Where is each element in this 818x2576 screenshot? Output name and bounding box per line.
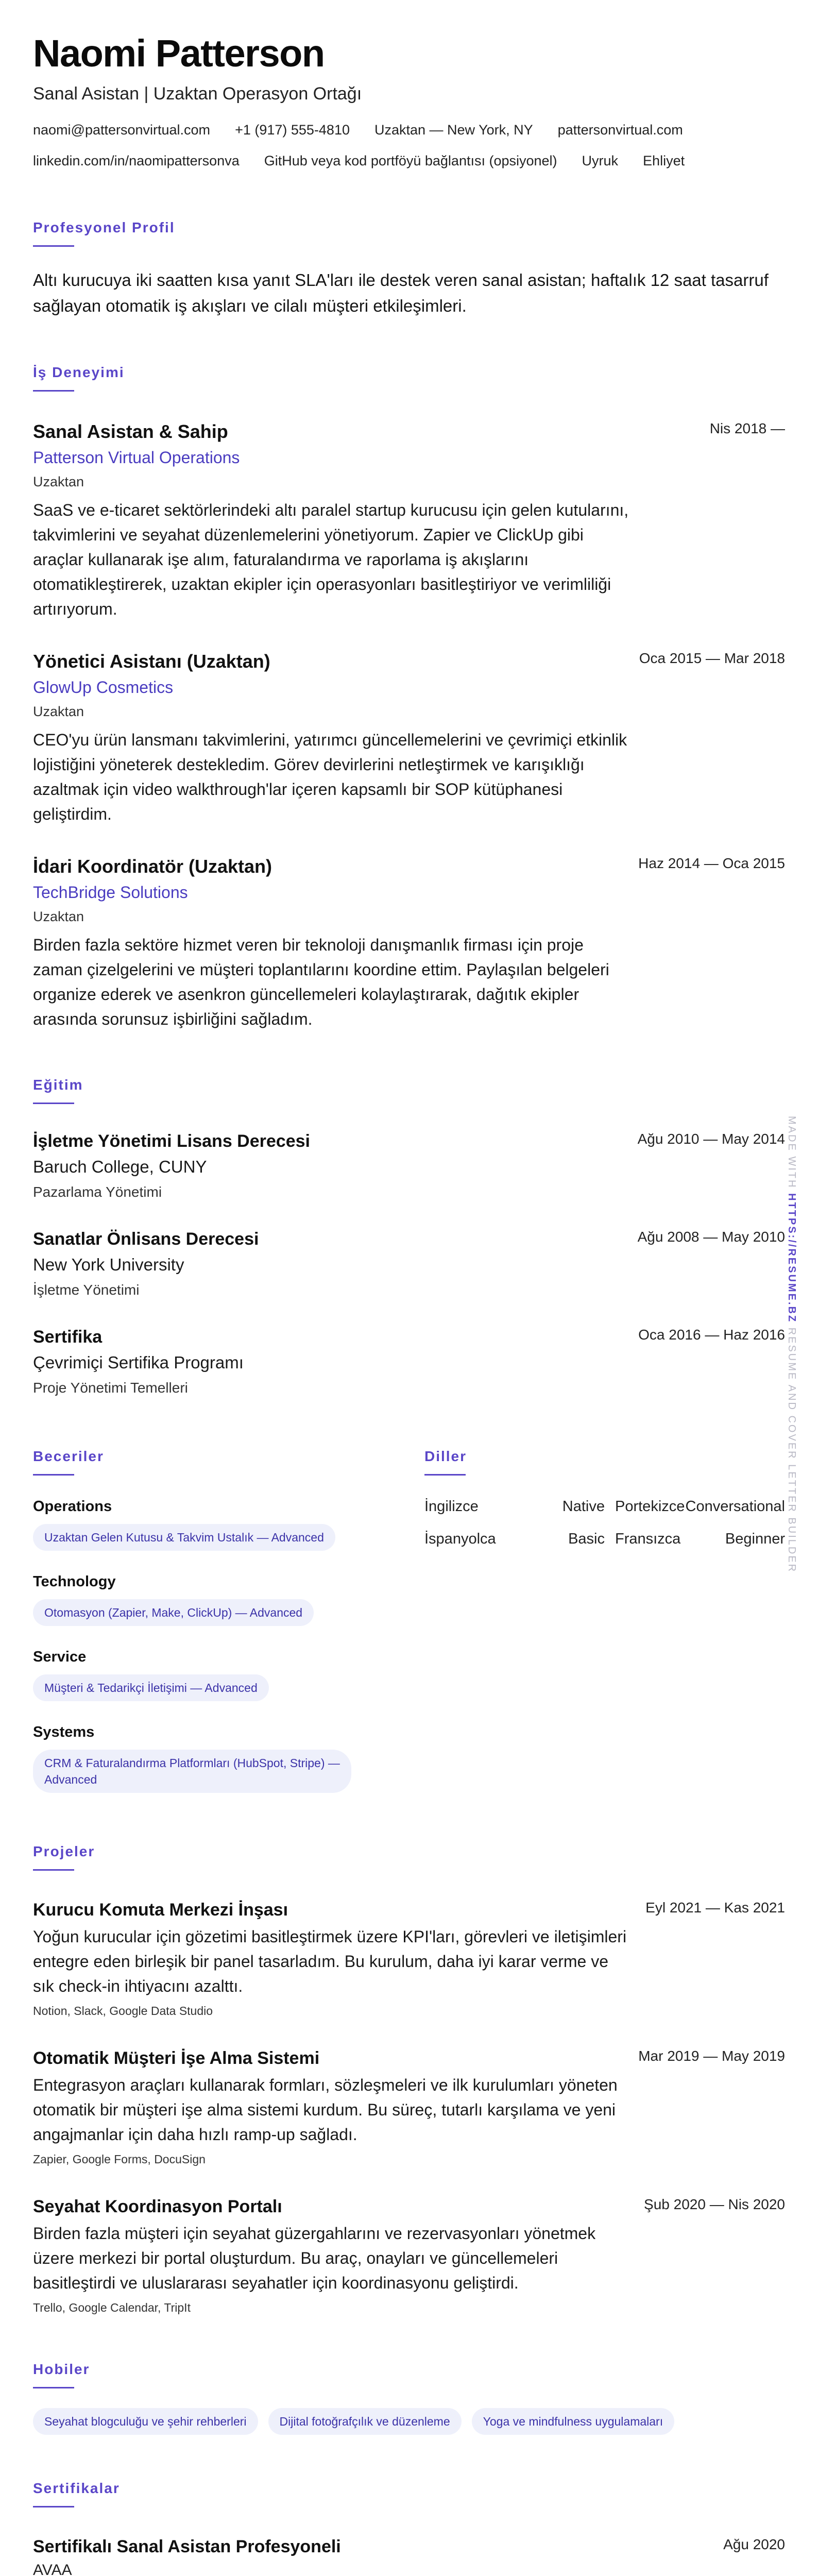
contact-phone[interactable]: +1 (917) 555-4810 (235, 122, 350, 138)
job-entry (33, 419, 785, 621)
skill-chip: Uzaktan Gelen Kutusu & Takvim Ustalık — Advanced (33, 1524, 335, 1551)
skill-chip-line: Advanced (44, 1773, 97, 1786)
education-field: Pazarlama Yönetimi (33, 1184, 162, 1200)
project-dates: Eyl 2021 — Kas 2021 (645, 1900, 785, 1916)
candidate-name: Naomi Patterson (33, 32, 325, 75)
project-tools: Notion, Slack, Google Data Studio (33, 2004, 213, 2018)
section-title: İş Deneyimi (33, 364, 125, 380)
hobby-list (33, 2408, 785, 2435)
education-dates: Ağu 2010 — May 2014 (637, 1131, 785, 1147)
language-level: Basic (568, 1531, 605, 1547)
hobbies-section (33, 2360, 785, 2435)
section-divider (33, 390, 74, 392)
education-dates: Ağu 2008 — May 2010 (637, 1229, 785, 1245)
skill-category: Operations (33, 1498, 112, 1515)
profile-summary: Altı kurucuya iki saatten kısa yanıt SLA'ları ile destek veren sanal asistan; haftalık 12 saat tasarruf sağlayan otomatik iş akışları ve cilalı müşteri etkileşimleri. (33, 270, 769, 315)
skill-chip: Otomasyon (Zapier, Make, ClickUp) — Advanced (33, 1599, 314, 1626)
project-entry (33, 1899, 785, 2019)
section-divider (33, 2387, 74, 2388)
job-title: Sanal Asistan & Sahip (33, 421, 228, 442)
language-name: İngilizce (424, 1498, 479, 1515)
skill-chip: Müşteri & Tedarikçi İletişimi — Advanced (33, 1674, 269, 1701)
builder-watermark (786, 1116, 797, 1573)
job-location: Uzaktan (33, 704, 84, 719)
job-dates: Haz 2014 — Oca 2015 (638, 855, 785, 871)
watermark-link[interactable]: HTTPS://RESUME.BZ (786, 1193, 797, 1324)
section-divider (33, 1474, 74, 1476)
education-entry (33, 1130, 785, 1202)
job-company: Patterson Virtual Operations (33, 448, 240, 467)
skill-category: Technology (33, 1573, 116, 1590)
project-description: Birden fazla müşteri için seyahat güzergahlarını ve rezervasyonları yönetmek üzere merkezi bir portal oluşturdum. Bu araç, onayları ve güncellemeleri basitleştirdi ve uluslararası seyahatler için koordinasyonu geliştirdi. (33, 2224, 596, 2292)
contact-linkedin[interactable]: linkedin.com/in/naomipattersonva (33, 153, 240, 168)
job-dates: Nis 2018 — (709, 420, 785, 436)
job-location: Uzaktan (33, 909, 84, 924)
job-entry (33, 649, 785, 826)
certification-entry (33, 2535, 785, 2576)
section-title: Hobiler (33, 2361, 90, 2377)
project-entry (33, 2047, 785, 2167)
candidate-headline: Sanal Asistan | Uzaktan Operasyon Ortağı (33, 84, 362, 104)
certifications-section (33, 2479, 785, 2576)
skills-languages-row (33, 1447, 785, 1793)
hobby-chip: Dijital fotoğrafçılık ve düzenleme (268, 2408, 462, 2435)
language-name: İspanyolca (424, 1531, 496, 1547)
skill-category: Systems (33, 1724, 95, 1740)
education-field: Proje Yönetimi Temelleri (33, 1380, 188, 1396)
job-location: Uzaktan (33, 474, 84, 489)
section-title: Eğitim (33, 1077, 83, 1093)
languages-grid (424, 1498, 785, 1548)
project-tools: Trello, Google Calendar, TripIt (33, 2301, 191, 2314)
project-description: Yoğun kurucular için gözetimi basitleştirmek üzere KPI'ları, görevleri ve iletişimleri entegre eden birleşik bir panel tasarladım. Bu kurulum, daha iyi karar verme ve sık check-in ihtiyacını azalttı. (33, 1927, 627, 1995)
projects-section (33, 1842, 785, 2316)
section-title: Diller (424, 1448, 467, 1464)
project-dates: Mar 2019 — May 2019 (638, 2048, 785, 2064)
resume-header (33, 32, 785, 171)
languages-section (424, 1447, 785, 1793)
job-description: Birden fazla sektöre hizmet veren bir teknoloji danışmanlık firması için proje zaman çizelgelerini ve müşteri toplantılarını koordine ettim. Paylaşılan belgeleri organize ederek ve asenkron güncellemeleri kolaylaştırarak, dağıtık ekipler arasında sorunsuz işbirliğini sağladım. (33, 936, 609, 1028)
project-name: Otomatik Müşteri İşe Alma Sistemi (33, 2048, 320, 2068)
hobby-chip: Seyahat blogculuğu ve şehir rehberleri (33, 2408, 258, 2435)
section-title: Profesyonel Profil (33, 219, 175, 235)
job-entry (33, 854, 785, 1031)
education-school: Çevrimiçi Sertifika Programı (33, 1353, 244, 1372)
contact-nationality: Uyruk (582, 153, 619, 168)
section-divider (33, 1103, 74, 1104)
section-title: Projeler (33, 1843, 95, 1859)
job-company: GlowUp Cosmetics (33, 678, 174, 697)
education-school: Baruch College, CUNY (33, 1157, 207, 1176)
profile-section (33, 218, 785, 319)
job-title: Yönetici Asistanı (Uzaktan) (33, 651, 270, 672)
watermark-prefix: MADE WITH (786, 1116, 797, 1189)
contact-row-primary (33, 120, 785, 140)
job-company: TechBridge Solutions (33, 883, 188, 902)
project-description: Entegrasyon araçları kullanarak formları, sözleşmeleri ve ilk kurulumları yöneten otomatik bir müşteri işe alma sistemi kurdum. Bu süreç, tutarlı karşılama ve yeni angajmanlar için daha hızlı ramp-up sağladı. (33, 2076, 618, 2144)
certification-name: Sertifikalı Sanal Asistan Profesyoneli (33, 2537, 341, 2556)
project-tools: Zapier, Google Forms, DocuSign (33, 2153, 206, 2166)
education-degree: Sertifika (33, 1327, 103, 1347)
project-dates: Şub 2020 — Nis 2020 (644, 2196, 785, 2212)
section-divider (33, 1869, 74, 1871)
education-field: İşletme Yönetimi (33, 1282, 140, 1298)
contact-row-secondary (33, 150, 785, 171)
contact-email[interactable]: naomi@pattersonvirtual.com (33, 122, 211, 138)
language-level: Native (562, 1498, 605, 1515)
skill-chip-line: CRM & Faturalandırma Platformları (HubSpot, Stripe) — (44, 1756, 340, 1770)
job-title: İdari Koordinatör (Uzaktan) (33, 856, 272, 877)
education-entry (33, 1228, 785, 1300)
certification-issuer: AVAA (33, 2562, 72, 2576)
language-name: Fransızca (615, 1531, 681, 1547)
contact-location: Uzaktan — New York, NY (374, 122, 533, 138)
skills-section (33, 1447, 424, 1793)
education-section (33, 1076, 785, 1398)
project-name: Kurucu Komuta Merkezi İnşası (33, 1900, 288, 1920)
certification-date: Ağu 2020 (723, 2536, 785, 2552)
contact-website[interactable]: pattersonvirtual.com (557, 122, 683, 138)
skill-chip (33, 1750, 351, 1793)
education-degree: Sanatlar Önlisans Derecesi (33, 1229, 259, 1249)
job-description: SaaS ve e-ticaret sektörlerindeki altı paralel startup kurucusu için gelen kutularını, takvimlerini ve seyahat düzenlemelerini yönetiyorum. Zapier ve ClickUp gibi araçlar kullanarak işe alım, faturalandırma ve raporlama iş akışlarını otomatikleştirerek, uzaktan ekipler için operasyonları basitleştiriyor ve verimliliği artırıyorum. (33, 501, 629, 618)
contact-github[interactable]: GitHub veya kod portföyü bağlantısı (opsiyonel) (264, 153, 557, 168)
section-divider (33, 245, 74, 247)
project-entry (33, 2195, 785, 2316)
section-divider (33, 2506, 74, 2507)
section-title: Sertifikalar (33, 2480, 120, 2496)
education-entry (33, 1326, 785, 1398)
contact-license: Ehliyet (643, 153, 685, 168)
skill-category: Service (33, 1649, 87, 1665)
language-level: Beginner (725, 1531, 785, 1547)
section-title: Beceriler (33, 1448, 104, 1464)
hobby-chip: Yoga ve mindfulness uygulamaları (472, 2408, 674, 2435)
watermark-suffix: RESUME AND COVER LETTER BUILDER (786, 1327, 797, 1573)
experience-section (33, 363, 785, 1031)
language-name: Portekizce (615, 1498, 685, 1515)
education-school: New York University (33, 1255, 184, 1274)
job-dates: Oca 2015 — Mar 2018 (639, 650, 785, 666)
education-degree: İşletme Yönetimi Lisans Derecesi (33, 1131, 310, 1151)
resume-page (33, 32, 785, 2576)
language-level: Conversational (685, 1498, 785, 1515)
section-divider (424, 1474, 466, 1476)
job-description: CEO'yu ürün lansmanı takvimlerini, yatırımcı güncellemelerini ve çevrimiçi etkinlik lojistiğini yöneterek destekledim. Görev devirlerini netleştirmek ve karışıklığı azaltmak için video walkthrough'lar içeren kapsamlı bir SOP kütüphanesi geliştirdim. (33, 731, 627, 823)
project-name: Seyahat Koordinasyon Portalı (33, 2197, 282, 2216)
education-dates: Oca 2016 — Haz 2016 (638, 1327, 785, 1343)
